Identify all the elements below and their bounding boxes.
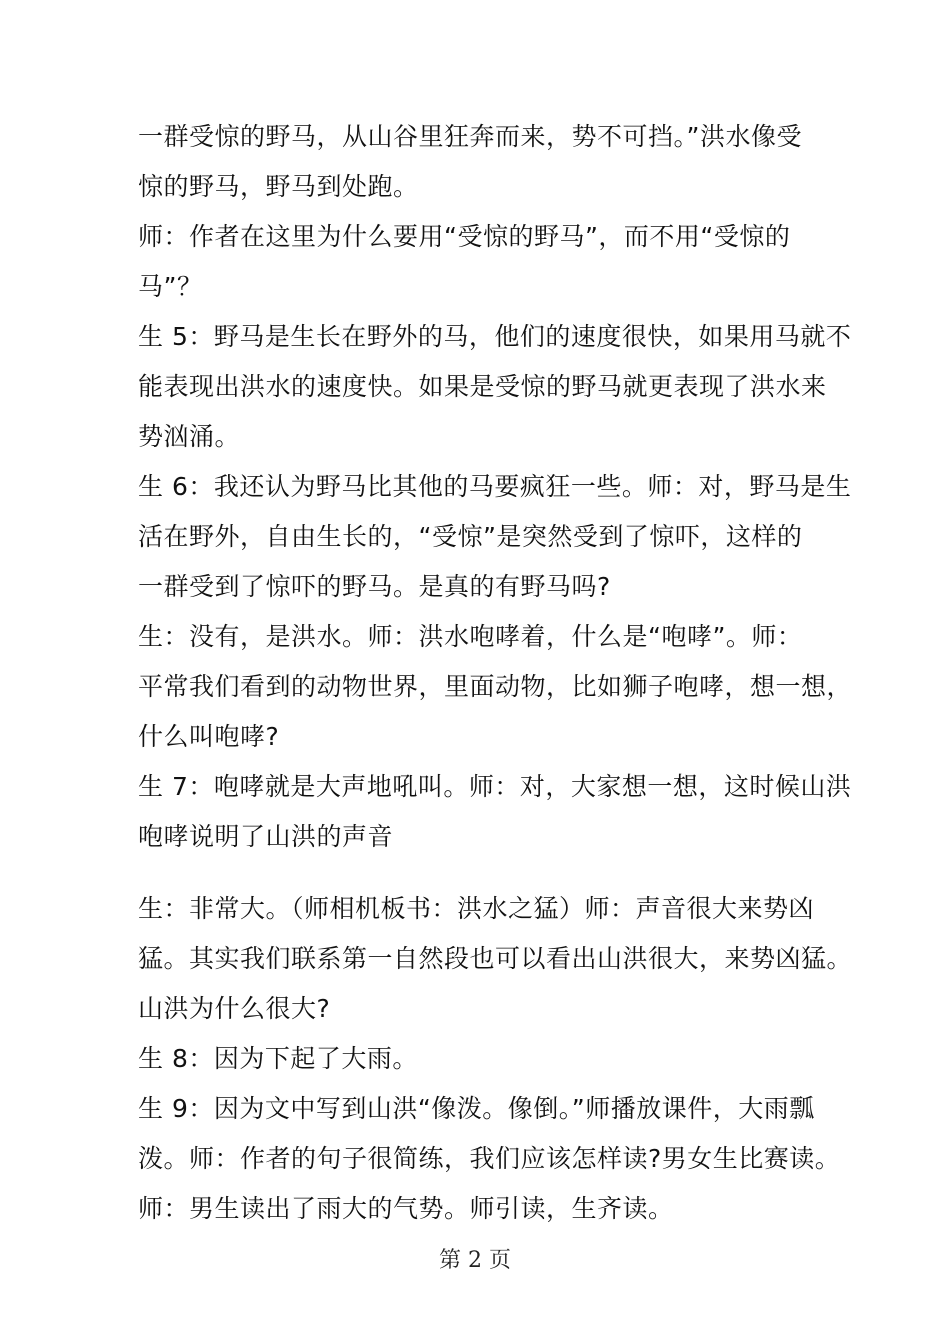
- text-line: 惊的野马，野马到处跑。: [138, 172, 419, 201]
- text-line: 生：没有，是洪水。师：洪水咆哮着，什么是“咆哮”。师：: [138, 622, 803, 651]
- text-line: 泼。师：作者的句子很简练，我们应该怎样读?男女生比赛读。: [138, 1144, 841, 1173]
- paragraph: [138, 1184, 838, 1234]
- text-line: 生 6：我还认为野马比其他的马要疯狂一些。师：对，野马是生: [138, 472, 852, 501]
- text-line: 什么叫咆哮?: [138, 722, 280, 751]
- text-line: 山洪为什么很大?: [138, 994, 331, 1023]
- text-line: 活在野外，自由生长的，“受惊”是突然受到了惊吓，这样的: [138, 522, 803, 551]
- text-line: 咆哮说明了山洪的声音: [138, 822, 394, 851]
- text-block-after-gap: [138, 884, 853, 1234]
- text-line: 生：非常大。（师相机板书：洪水之猛）师：声音很大来势凶: [138, 894, 815, 923]
- text-line: 马”？: [138, 272, 203, 301]
- paragraph-gap: [138, 862, 838, 884]
- text-line: 平常我们看到的动物世界，里面动物，比如狮子咆哮，想一想，: [138, 672, 853, 701]
- text-block-before-gap: [138, 112, 853, 862]
- text-line: 能表现出洪水的速度快。如果是受惊的野马就更表现了洪水来: [138, 372, 827, 401]
- paragraph: [138, 612, 853, 762]
- paragraph: [138, 762, 852, 862]
- paragraph: [138, 112, 838, 212]
- text-line: 生 7：咆哮就是大声地吼叫。师：对，大家想一想，这时候山洪: [138, 772, 852, 801]
- text-line: 势汹涌。: [138, 422, 241, 451]
- paragraph: [138, 212, 838, 312]
- document-body: [138, 112, 853, 1234]
- text-line: 师：男生读出了雨大的气势。师引读，生齐读。: [138, 1194, 674, 1223]
- paragraph: [138, 462, 852, 612]
- paragraph: [138, 312, 852, 462]
- paragraph: [138, 1034, 838, 1084]
- text-line: 一群受到了惊吓的野马。是真的有野马吗?: [138, 572, 611, 601]
- text-line: 师：作者在这里为什么要用“受惊的野马”，而不用“受惊的: [138, 222, 791, 251]
- text-line: 生 8：因为下起了大雨。: [138, 1044, 418, 1073]
- paragraph: [138, 1084, 841, 1184]
- paragraph: [138, 884, 853, 1034]
- text-line: 一群受惊的野马，从山谷里狂奔而来，势不可挡。”洪水像受: [138, 122, 802, 151]
- text-line: 生 5：野马是生长在野外的马，他们的速度很快，如果用马就不: [138, 322, 852, 351]
- text-line: 生 9：因为文中写到山洪“像泼。像倒。”师播放课件，大雨瓢: [138, 1094, 815, 1123]
- text-line: 猛。其实我们联系第一自然段也可以看出山洪很大，来势凶猛。: [138, 944, 853, 973]
- page-number: 第 2 页: [439, 1248, 511, 1273]
